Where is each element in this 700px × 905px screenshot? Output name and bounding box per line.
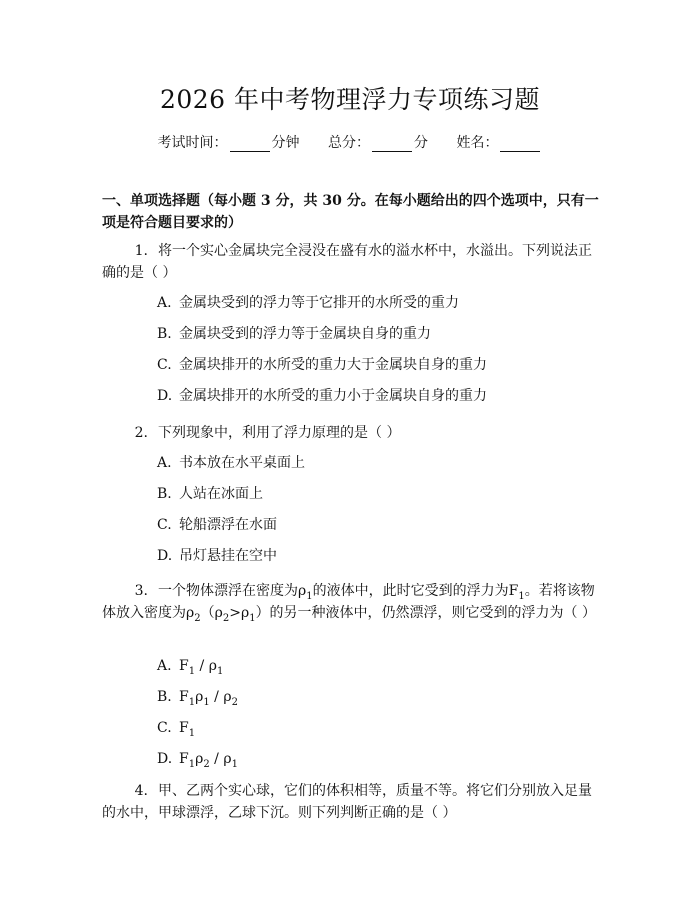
score-unit: 分	[414, 135, 428, 151]
option-text: $F_1\rho_2 / \rho_1$	[179, 751, 238, 770]
option-text: 人站在冰面上	[179, 486, 263, 502]
question-3	[102, 580, 602, 624]
name-blank	[500, 137, 540, 152]
option-text: 吊灯悬挂在空中	[179, 548, 277, 564]
option-letter: B.	[157, 326, 172, 342]
score-blank	[372, 137, 412, 152]
option-text: $F_1$	[179, 720, 196, 739]
option-letter: D.	[157, 388, 173, 404]
option-letter: A.	[157, 658, 172, 674]
option-c	[157, 354, 597, 385]
question-4	[102, 780, 602, 824]
question-1-options	[157, 292, 597, 416]
option-d	[157, 385, 597, 416]
exam-time	[158, 132, 300, 152]
option-letter: C.	[157, 357, 172, 373]
question-2-options	[157, 452, 597, 576]
option-letter: D.	[157, 548, 173, 564]
question-1	[102, 240, 602, 284]
option-text: 轮船漂浮在水面	[179, 517, 277, 533]
option-c	[157, 717, 597, 748]
total-score	[328, 132, 428, 152]
option-a	[157, 655, 597, 686]
option-letter: C.	[157, 720, 172, 736]
option-text: 金属块受到的浮力等于它排开的水所受的重力	[179, 295, 459, 311]
option-text: 书本放在水平桌面上	[179, 455, 305, 471]
exam-meta	[0, 132, 700, 152]
time-label: 考试时间：	[157, 135, 228, 151]
student-name	[456, 132, 542, 152]
question-number: 1.	[134, 243, 148, 259]
question-stem: 一个物体漂浮在密度为$\rho_1$的液体中，此时它受到的浮力为$F_1$。若将该物体放入密度为$\rho_2(\rho_2>\rho_1)$的另一种液体中，仍然漂浮，则它受到的浮力为（ ）	[102, 583, 597, 624]
question-3-options	[157, 655, 597, 779]
name-label: 姓名：	[456, 135, 499, 151]
option-letter: B.	[157, 486, 172, 502]
score-label: 总分：	[328, 135, 370, 151]
option-letter: A.	[157, 295, 172, 311]
option-text: 金属块受到的浮力等于金属块自身的重力	[179, 326, 431, 342]
option-letter: A.	[157, 455, 172, 471]
option-d	[157, 748, 597, 779]
option-b	[157, 483, 597, 514]
time-blank	[230, 137, 270, 152]
option-letter: B.	[157, 689, 172, 705]
option-b	[157, 323, 597, 354]
option-d	[157, 545, 597, 576]
option-a	[157, 292, 597, 323]
question-number: 3.	[134, 583, 148, 599]
option-text: $F_1\rho_1 / \rho_2$	[179, 689, 238, 708]
question-stem: 甲、乙两个实心球，它们的体积相等，质量不等。将它们分别放入足量的水中，甲球漂浮，乙球下沉。则下列判断正确的是（ ）	[102, 783, 592, 821]
option-text: 金属块排开的水所受的重力小于金属块自身的重力	[179, 388, 487, 404]
question-number: 4.	[134, 783, 148, 799]
question-stem: 下列现象中，利用了浮力原理的是（ ）	[158, 425, 401, 441]
question-stem: 将一个实心金属块完全浸没在盛有水的溢水杯中，水溢出。下列说法正确的是（ ）	[102, 243, 592, 281]
section-heading: 一、单项选择题（每小题 3 分，共 30 分。在每小题给出的四个选项中，只有一项是符合题目要求的）	[102, 193, 599, 231]
time-unit: 分钟	[271, 135, 300, 151]
option-a	[157, 452, 597, 483]
option-b	[157, 686, 597, 717]
page-title: 2026 年中考物理浮力专项练习题	[159, 85, 541, 114]
question-2	[102, 422, 602, 444]
option-letter: C.	[157, 517, 172, 533]
option-c	[157, 514, 597, 545]
option-text: 金属块排开的水所受的重力大于金属块自身的重力	[179, 357, 487, 373]
question-number: 2.	[134, 425, 148, 441]
option-text: $F_1 / \rho_1$	[179, 658, 224, 677]
option-letter: D.	[157, 751, 173, 767]
